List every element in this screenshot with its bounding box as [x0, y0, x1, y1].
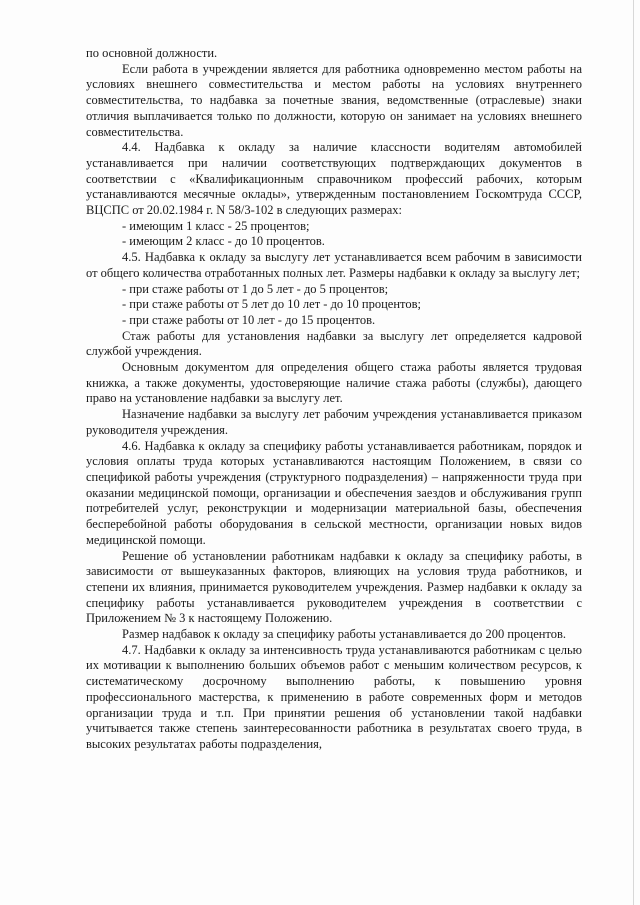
paragraph-4-4-driver-class: 4.4. Надбавка к окладу за наличие классности водителям автомобилей устанавливается при наличии соответствующих подтверждающих документов в соответствии с «Квалификационным справочником профессий рабочих, которым устанавливаются месячные оклады», утвержденным постановлением Госкомтруда СССР, ВЦСПС от 20.02.1984 г. N 58/3-102 в следующих размерах: — [86, 140, 582, 218]
list-item-seniority-1-5: - при стаже работы от 1 до 5 лет - до 5 процентов; — [122, 281, 389, 296]
list-item-seniority-5-10: - при стаже работы от 5 лет до 10 лет - до 10 процентов; — [122, 297, 421, 312]
paragraph-4-6-specifics: 4.6. Надбавка к окладу за специфику работы устанавливается работникам, порядок и условия оплаты труда которых устанавливаются настоящим Положением, в связи со спецификой работы учреждения (структурного подразделения) – напряженности труда при оказании медицинской помощи, организации и обеспечения заездов и обслуживания групп потребителей услуг, реконструкции и модернизации материальной базы, обеспечения бесперебойной работы оборудования в сельской местности, организации новых видов медицинской помощи. — [86, 438, 582, 547]
list-item-class-2: - имеющим 2 класс - до 10 процентов. — [122, 234, 325, 249]
paragraph-continuation: по основной должности. — [86, 46, 218, 60]
paragraph-4-7-intensity: 4.7. Надбавки к окладу за интенсивность труда устанавливаются работникам с целью их мотивации к выполнению больших объемов работ с меньшим количеством ресурсов, к систематическому досрочному выполнению работы, к повышению уровня профессионального мастерства, к применению в работе современных форм и методов организации труда и т.п. При принятии решения об установлении такой надбавки учитывается также степень заинтересованности работника в результатах своего труда, в высоких результатах работы подразделения, — [86, 642, 582, 751]
paragraph-external-part-time: Если работа в учреждении является для работника одновременно местом работы на условиях внешнего совместительства и местом работы на условиях внутреннего совместительства, то надбавка за почетные звания, ведомственные (отраслевые) знаки отличия выплачивается только по должности, которую он занимает на условиях внешнего совместительства. — [86, 61, 582, 139]
paragraph-specifics-size: Размер надбавок к окладу за специфику работы устанавливается до 200 процентов. — [122, 627, 567, 642]
document-body — [86, 46, 582, 753]
paragraph-seniority-hr: Стаж работы для установления надбавки за выслугу лет определяется кадровой службой учреждения. — [86, 328, 582, 359]
list-item-class-1: - имеющим 1 класс - 25 процентов; — [122, 218, 310, 233]
list-item-seniority-10: - при стаже работы от 10 лет - до 15 процентов. — [122, 312, 376, 327]
paragraph-4-5-seniority: 4.5. Надбавка к окладу за выслугу лет устанавливается всем рабочим в зависимости от общего количества отработанных полных лет. Размеры надбавки к окладу за выслугу лет; — [86, 250, 582, 280]
paragraph-seniority-order: Назначение надбавки за выслугу лет рабочим учреждения устанавливается приказом руководителя учреждения. — [86, 407, 582, 437]
scan-edge-line — [633, 0, 634, 905]
paragraph-specifics-decision: Решение об установлении работникам надбавки к окладу за специфику работы, в зависимости от вышеуказанных факторов, влияющих на условия труда работников, и степени их влияния, принимается руководителем учреждения. Размер надбавки к окладу за специфику работы устанавливается руководителем учреждения в соответствии с Приложением № 3 к настоящему Положению. — [86, 548, 582, 626]
paragraph-seniority-documents: Основным документом для определения общего стажа работы является трудовая книжка, а также документы, удостоверяющие наличие стажа работы (службы), дающего право на установление надбавки за выслугу лет. — [86, 360, 582, 406]
